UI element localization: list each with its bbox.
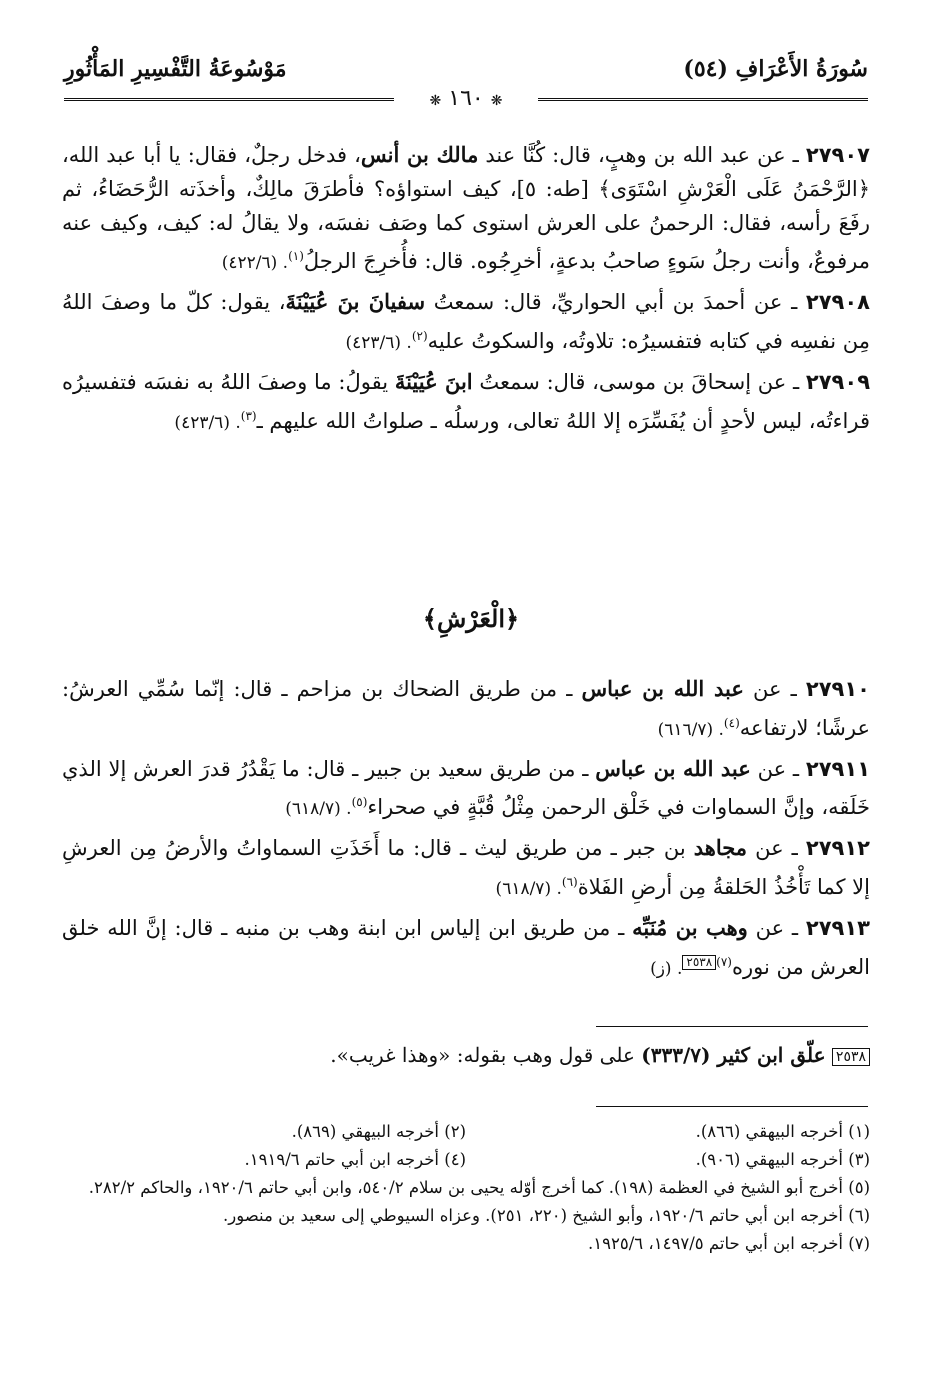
entry-27910 [62, 672, 870, 748]
footnote-marker: (١) [288, 249, 304, 264]
entry-27908 [62, 285, 870, 361]
volume-reference: . (٤٢٣/٦) [174, 412, 241, 433]
entry-number: ٢٧٩١١ [805, 756, 871, 781]
footnote-row [62, 1118, 870, 1146]
book-title: مَوْسُوعَةُ التَّفْسِيرِ المَأْثُورِ [64, 56, 287, 82]
narrator-name: عبد الله بن عباس [581, 676, 744, 701]
entry-number: ٢٧٩١٢ [805, 836, 870, 861]
volume-reference: . (٦١٨/٧) [285, 799, 352, 820]
volume-reference: . (٦١٦/٧) [657, 719, 724, 740]
commentary-note [62, 1040, 870, 1070]
footnote-2: (٢) أخرجه البيهقي (٨٦٩). [291, 1122, 466, 1141]
note-author: علّق ابن كثير (٣٣٣/٧) [641, 1043, 826, 1067]
section-heading: ﴿الْعَرْشِ﴾ [422, 604, 520, 633]
entry-number: ٢٧٩٠٨ [805, 290, 870, 315]
entry-text: ـ من طريق سعيد بن جبير ـ قال: ما يَقْدُرُ قدرَ العرش إلا الذي خَلَقه، وإنَّ السماوات في خَلْق الرحمن مِثْلُ قُبَّةٍ في صحراء [62, 756, 870, 820]
page-number-group [64, 86, 868, 111]
note-reference-box: ٢٥٣٨ [682, 955, 716, 970]
note-number-box: ٢٥٣٨ [832, 1048, 870, 1066]
narrator-name: وهب بن مُنَبِّه [632, 914, 748, 940]
footnote-4: (٤) أخرجه ابن أبي حاتم ١٩١٩/٦. [244, 1150, 466, 1169]
narrator-name: مجاهد [693, 835, 748, 861]
entries-block-1 [62, 138, 870, 444]
entry-27913 [62, 911, 870, 987]
entry-text: ـ عن [750, 756, 806, 781]
footnotes [62, 1118, 870, 1258]
entry-text: ـ عن [747, 836, 806, 861]
entry-27907 [62, 138, 870, 281]
entry-text: بن جبر ـ من طريق ليث ـ قال: ما أَخَذَتِ السماواتُ والأرضُ مِن العرشِ إلا كما تَأْخُذُ الحَلقةُ مِن أرضِ الفَلاة [62, 836, 870, 899]
entry-27911 [62, 752, 870, 828]
entry-27912 [62, 831, 870, 907]
footnote-marker: (٦) [561, 874, 578, 889]
note-divider [596, 1026, 868, 1027]
entries-block-2 [62, 672, 870, 990]
footnote-7: (٧) أخرجه ابن أبي حاتم ١٤٩٧/٥، ١٩٢٥/٦. [588, 1234, 870, 1253]
running-header [64, 52, 868, 111]
page-number: ١٦٠ [448, 86, 484, 111]
entry-text: ـ عن [743, 677, 806, 701]
volume-reference: . (٤٢٣/٦) [345, 332, 412, 353]
narrator-name: ابنَ عُيَيْنَةَ [394, 368, 473, 394]
ornament-icon: ❋ [490, 93, 503, 109]
narrator-name: عبد الله بن عباس [595, 755, 751, 781]
entry-number: ٢٧٩١٣ [805, 915, 870, 940]
volume-reference: . (٤٢٢/٦) [221, 253, 289, 274]
entry-text: ـ عن عبد الله بن وهبٍ، قال: كُنَّا عند [478, 143, 806, 167]
quran-verse: ﴿الرَّحْمَنُ عَلَى الْعَرْشِ اسْتَوَى﴾ [598, 176, 871, 201]
entry-number: ٢٧٩١٠ [805, 677, 870, 701]
entry-text: ـ من طريق ابن إلياس ابن ابنة وهب بن منبه ـ قال: إنَّ الله خلق العرش من نوره [62, 915, 870, 979]
entry-number: ٢٧٩٠٩ [805, 369, 871, 394]
narrator-name: سفيانَ بنَ عُيَيْنَةَ [285, 289, 426, 315]
entry-text: يقولُ: ما وصفَ اللهُ به نفسَه فتفسيرُه قراءتُه، ليس لأحدٍ أن يُفَسِّرَه إلا اللهُ تعالى، ورسلُه ـ صلواتُ الله عليهم ـ [62, 369, 870, 433]
volume-reference: . (٦١٨/٧) [495, 878, 562, 899]
entry-27909 [62, 365, 870, 441]
footnote-1: (١) أخرجه البيهقي (٨٦٦). [695, 1122, 870, 1141]
entry-text: ، فدخل رجلٌ، فقال: يا أبا عبد الله، [62, 143, 361, 167]
footnote-marker: (٧) [716, 954, 732, 969]
footnote-6: (٦) أخرجه ابن أبي حاتم ١٩٢٠/٦، وأبو الشيخ (٢٢٠، ٢٥١). وعزاه السيوطي إلى سعيد بن منصور. [223, 1206, 870, 1225]
volume-reference: . (ز) [650, 958, 683, 979]
footnote-marker: (٢) [411, 328, 428, 343]
entry-text: [طه: ٥]، كيف استواؤه؟ فأطرَقَ مالِكٌ، وأخذَته الرُّحَضَاءُ، ثم رفَعَ رأسه، فقال: الرحمنُ على العرش استوى كما وصَف نفسَه، ولا يقالُ له: كيف، وكيف عنه مرفوعٌ، وأنت رجلُ سَوءٍ صاحبُ بدعةٍ، أخرِجُوه. قال: فأُخرِجَ الرجلُ [62, 176, 870, 274]
ornament-icon: ❋ [429, 93, 442, 109]
footnote-5: (٥) أخرج أبو الشيخ في العظمة (١٩٨). كما أخرج أوّله يحيى بن سلام ٥٤٠/٢، وابن أبي حاتم ١٩٢٠/٦، والحاكم ٢٨٢/٢. [88, 1178, 870, 1197]
entry-text: ـ من طريق الضحاك بن مزاحم ـ قال: إنّما سُمِّي العرشُ: عرشًا؛ لارتفاعه [62, 677, 870, 740]
entry-text: ـ عن [747, 915, 806, 940]
entry-text: ، يقول: كلّ ما وصفَ اللهُ مِن نفسِه في كتابه فتفسيرُه: تلاوتُه، والسكوتُ عليه [62, 290, 870, 353]
footnotes-divider [596, 1106, 868, 1107]
narrator-name: مالك بن أنس [360, 142, 479, 167]
footnote-marker: (٤) [723, 715, 740, 730]
footnote-3: (٣) أخرجه البيهقي (٩٠٦). [695, 1150, 870, 1169]
footnote-marker: (٣) [240, 408, 257, 423]
note-text: على قول وهب بقوله: «وهذا غريب». [330, 1043, 642, 1067]
footnote-marker: (٥) [351, 795, 368, 810]
entry-text: ـ عن أحمدَ بن أبي الحواريِّ، قال: سمعتُ [425, 290, 806, 315]
entry-number: ٢٧٩٠٧ [805, 143, 870, 167]
surah-title: سُورَةُ الأَعْرَافِ (٥٤) [683, 56, 868, 82]
entry-text: ـ عن إسحاقَ بن موسى، قال: سمعتُ [472, 369, 806, 394]
footnote-row [62, 1146, 870, 1174]
